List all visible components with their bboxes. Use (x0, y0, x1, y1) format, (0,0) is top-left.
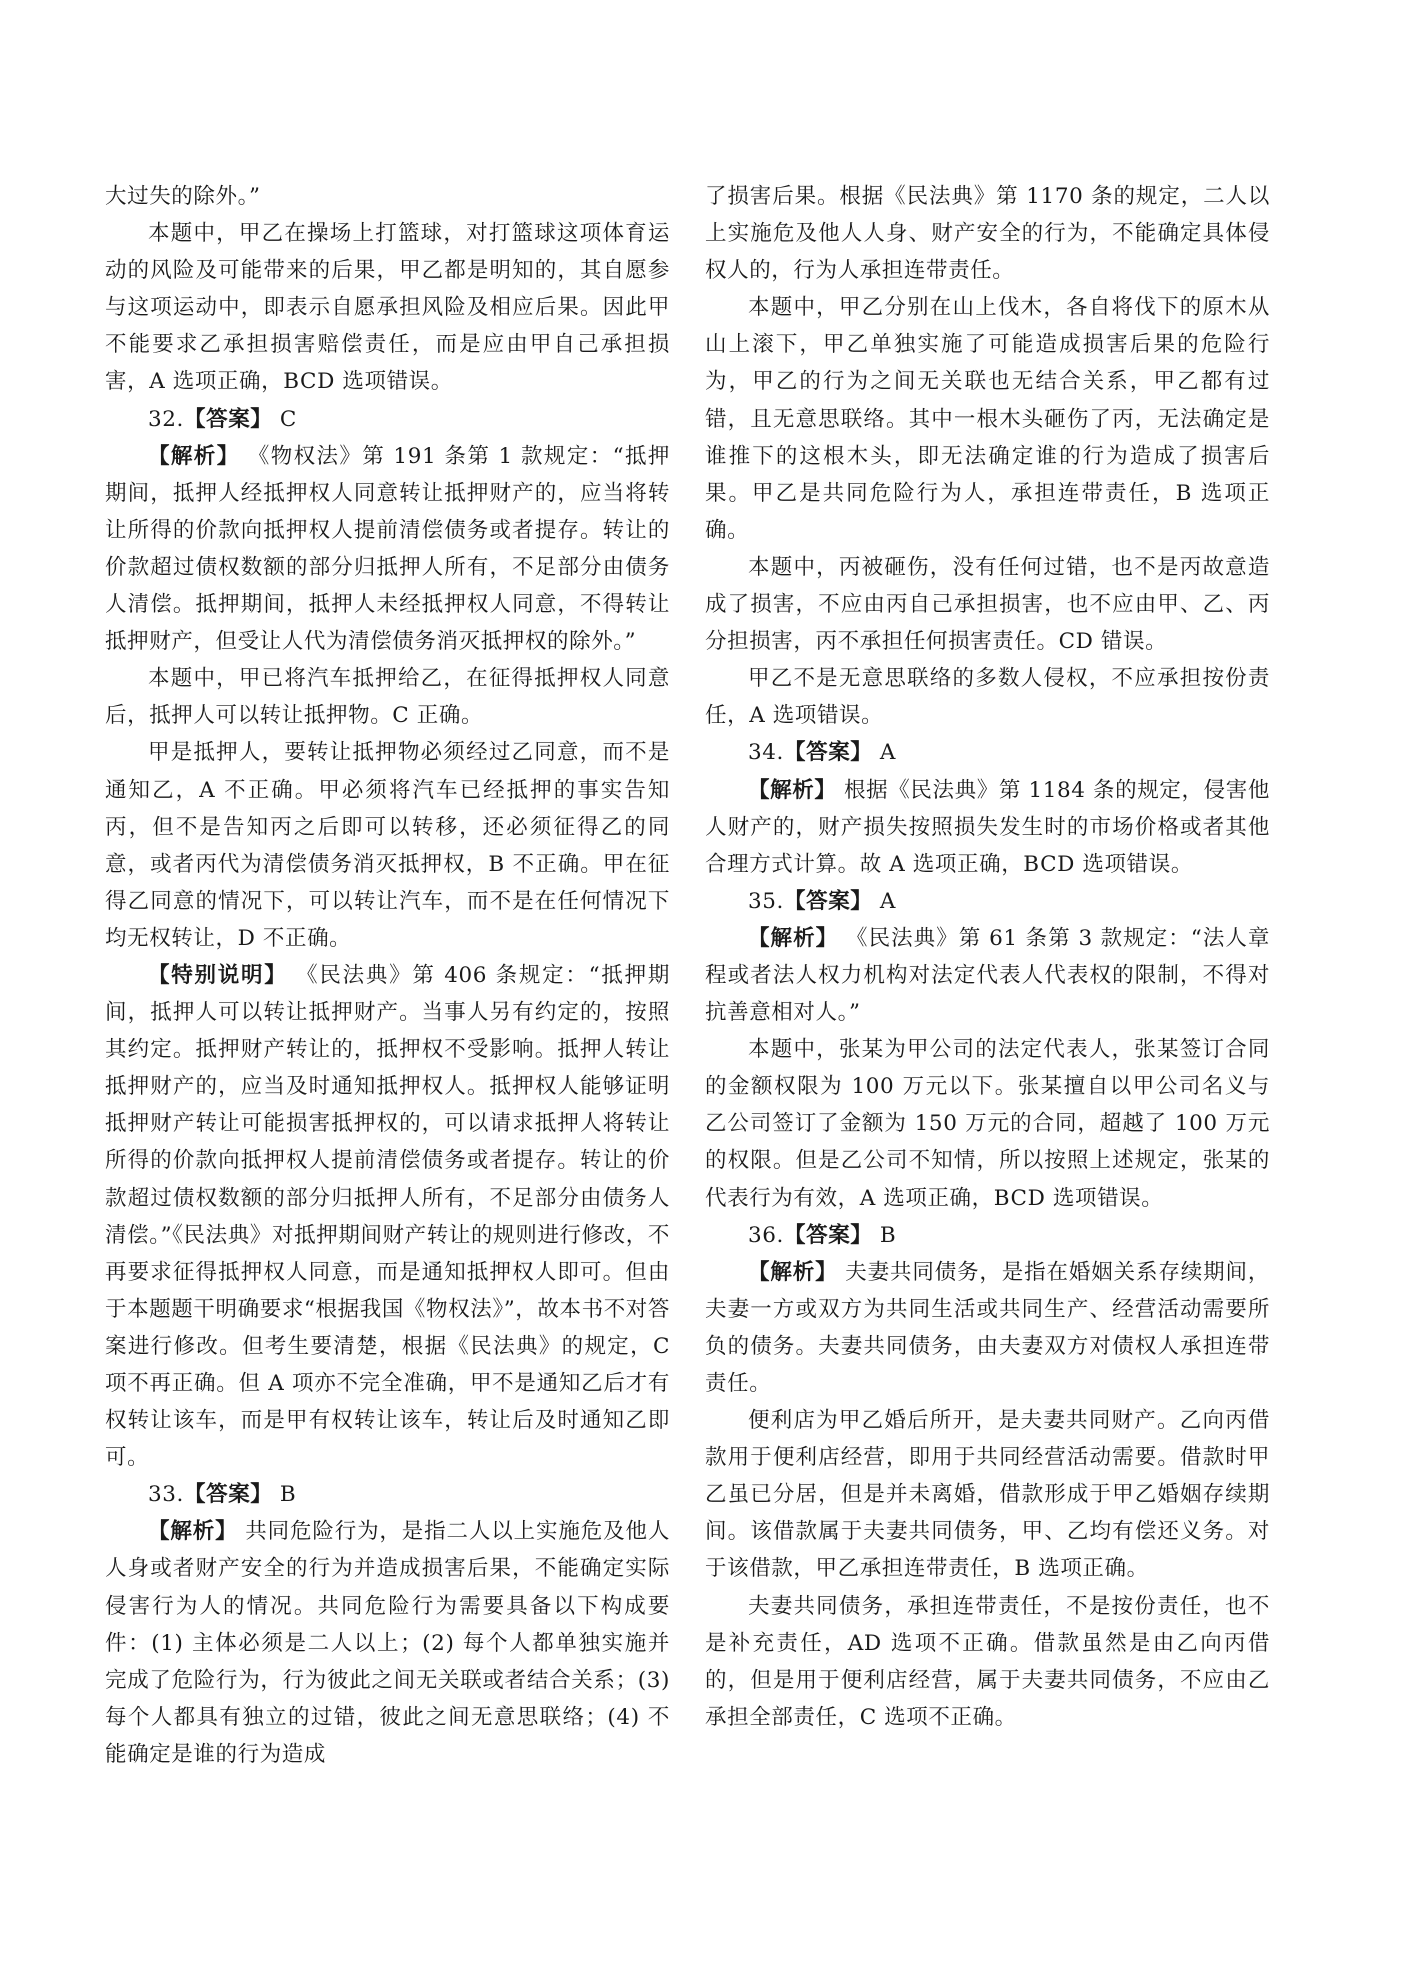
paragraph: 便利店为甲乙婚后所开，是夫妻共同财产。乙向丙借款用于便利店经营，即用于共同经营活动需要。借款时甲乙虽已分居，但是并未离婚，借款形成于甲乙婚姻存续期间。该借款属于夫妻共同债务，甲、乙均有偿还义务。对于该借款，甲乙承担连带责任，B 选项正确。 (705, 1408, 1270, 1582)
paragraph: 本题中，张某为甲公司的法定代表人，张某签订合同的金额权限为 100 万元以下。张某擅自以甲公司名义与乙公司签订了金额为 150 万元的合同，超越了 100 万元的权限。但是乙公司不知情，所以按照上述规定，张某的代表行为有效，A 选项正确，BCD 选项错误。 (705, 1037, 1270, 1211)
analysis-paragraph (705, 920, 1270, 1031)
section-label: 【解析】 (748, 1259, 838, 1285)
paragraph: 本题中，甲已将汽车抵押给乙，在征得抵押权人同意后，抵押人可以转让抵押物。C 正确。 (105, 666, 670, 729)
paragraph: 本题中，丙被砸伤，没有任何过错，也不是丙故意造成了损害，不应由丙自己承担损害，也不应由甲、乙、丙分担损害，丙不承担任何损害责任。CD 错误。 (705, 554, 1270, 655)
paragraph: 大过失的除外。” (105, 184, 261, 209)
section-label: 【解析】 (148, 1519, 238, 1545)
answer-value: B (872, 1222, 897, 1248)
analysis-paragraph (105, 957, 670, 1476)
answer-label: 【答案】 (184, 406, 273, 432)
analysis-text: 共同危险行为，是指二人以上实施危及他人人身或者财产安全的行为并造成损害后果，不能确定实际侵害行为人的情况。共同危险行为需要具备以下构成要件：(1) 主体必须是二人以上；(2) 每个人都单独实施并完成了危险行为，行为彼此之间无关联或者结合关系；(3) 每个人都具有独立的过错，彼此之间无意思联络；(4) 不能确定是谁的行为造成 (105, 1519, 670, 1767)
answer-line (705, 883, 1270, 920)
answer-label: 【答案】 (784, 1222, 873, 1248)
analysis-text: 《民法典》第 406 条规定：“抵押期间，抵押人可以转让抵押财产。当事人另有约定的，按照其约定。抵押财产转让的，抵押权不受影响。抵押人转让抵押财产的，应当及时通知抵押权人。抵押权人能够证明抵押财产转让可能损害抵押权的，可以请求抵押人将转让所得的价款向抵押权人提前清偿债务或者提存。转让的价款超过债权数额的部分归抵押人所有，不足部分由债务人清偿。”《民法典》对抵押期间财产转让的规则进行修改，不再要求征得抵押权人同意，而是通知抵押权人即可。但由于本题题干明确要求“根据我国《物权法》”，故本书不对答案进行修改。但考生要清楚，根据《民法典》的规定，C 项不再正确。但 A 项亦不完全准确，甲不是通知乙后才有权转让该车，而是甲有权转让该车，转让后及时通知乙即可。 (105, 962, 670, 1471)
analysis-text: 《民法典》第 61 条第 3 款规定：“法人章程或者法人权力机构对法定代表人代表权的限制，不得对抗善意相对人。” (705, 925, 1270, 1026)
answer-value: B (272, 1482, 297, 1508)
question-number: 32. (148, 406, 184, 432)
answer-label: 【答案】 (184, 1482, 273, 1508)
left-column (105, 178, 670, 1773)
answer-value: C (272, 406, 297, 432)
answer-line (105, 1476, 670, 1513)
section-label: 【解析】 (148, 443, 240, 469)
section-label: 【特别说明】 (148, 962, 288, 988)
answer-line (705, 1217, 1270, 1254)
question-number: 36. (748, 1222, 784, 1248)
answer-line (705, 734, 1270, 771)
paragraph: 本题中，甲乙分别在山上伐木，各自将伐下的原木从山上滚下，甲乙单独实施了可能造成损害后果的危险行为，甲乙的行为之间无关联也无结合关系，甲乙都有过错，且无意思联络。其中一根木头砸伤了丙，无法确定是谁推下的这根木头，即无法确定谁的行为造成了损害后果。甲乙是共同危险行为人，承担连带责任，B 选项正确。 (705, 295, 1270, 543)
paragraph: 本题中，甲乙在操场上打篮球，对打篮球这项体育运动的风险及可能带来的后果，甲乙都是明知的，其自愿参与这项运动中，即表示自愿承担风险及相应后果。因此甲不能要求乙承担损害赔偿责任，而是应由甲自己承担损害，A 选项正确，BCD 选项错误。 (105, 221, 670, 395)
paragraph: 甲乙不是无意思联络的多数人侵权，不应承担按份责任，A 选项错误。 (705, 666, 1270, 729)
section-label: 【解析】 (748, 925, 839, 951)
analysis-paragraph (105, 1513, 670, 1773)
answer-line (105, 401, 670, 438)
right-column (705, 178, 1270, 1736)
question-number: 34. (748, 740, 784, 766)
question-number: 35. (748, 888, 784, 914)
section-label: 【解析】 (748, 777, 837, 803)
answer-value: A (872, 740, 896, 766)
analysis-text: 夫妻共同债务，是指在婚姻关系存续期间，夫妻一方或双方为共同生活或共同生产、经营活动需要所负的债务。夫妻共同债务，由夫妻双方对债权人承担连带责任。 (705, 1259, 1270, 1396)
answer-value: A (872, 888, 896, 914)
answer-label: 【答案】 (784, 740, 873, 766)
analysis-text: 《物权法》第 191 条第 1 款规定：“抵押期间，抵押人经抵押权人同意转让抵押财产的，应当将转让所得的价款向抵押权人提前清偿债务或者提存。转让的价款超过债权数额的部分归抵押人所有，不足部分由债务人清偿。抵押期间，抵押人未经抵押权人同意，不得转让抵押财产，但受让人代为清偿债务消灭抵押权的除外。” (105, 443, 671, 655)
paragraph: 夫妻共同债务，承担连带责任，不是按份责任，也不是补充责任，AD 选项不正确。借款虽然是由乙向丙借的，但是用于便利店经营，属于夫妻共同债务，不应由乙承担全部责任，C 选项不正确。 (705, 1593, 1270, 1730)
paragraph: 了损害后果。根据《民法典》第 1170 条的规定，二人以上实施危及他人人身、财产安全的行为，不能确定具体侵权人的，行为人承担连带责任。 (705, 184, 1270, 284)
analysis-paragraph (705, 1254, 1270, 1402)
analysis-paragraph (105, 438, 670, 661)
question-number: 33. (148, 1482, 184, 1508)
answer-label: 【答案】 (784, 888, 873, 914)
analysis-paragraph (705, 772, 1270, 883)
paragraph: 甲是抵押人，要转让抵押物必须经过乙同意，而不是通知乙，A 不正确。甲必须将汽车已经抵押的事实告知丙，但不是告知丙之后即可以转移，还必须征得乙的同意，或者丙代为清偿债务消灭抵押权，B 不正确。甲在征得乙同意的情况下，可以转让汽车，而不是在任何情况下均无权转让，D 不正确。 (105, 740, 670, 951)
analysis-text: 根据《民法典》第 1184 条的规定，侵害他人财产的，财产损失按照损失发生时的市场价格或者其他合理方式计算。故 A 选项正确，BCD 选项错误。 (705, 777, 1270, 877)
